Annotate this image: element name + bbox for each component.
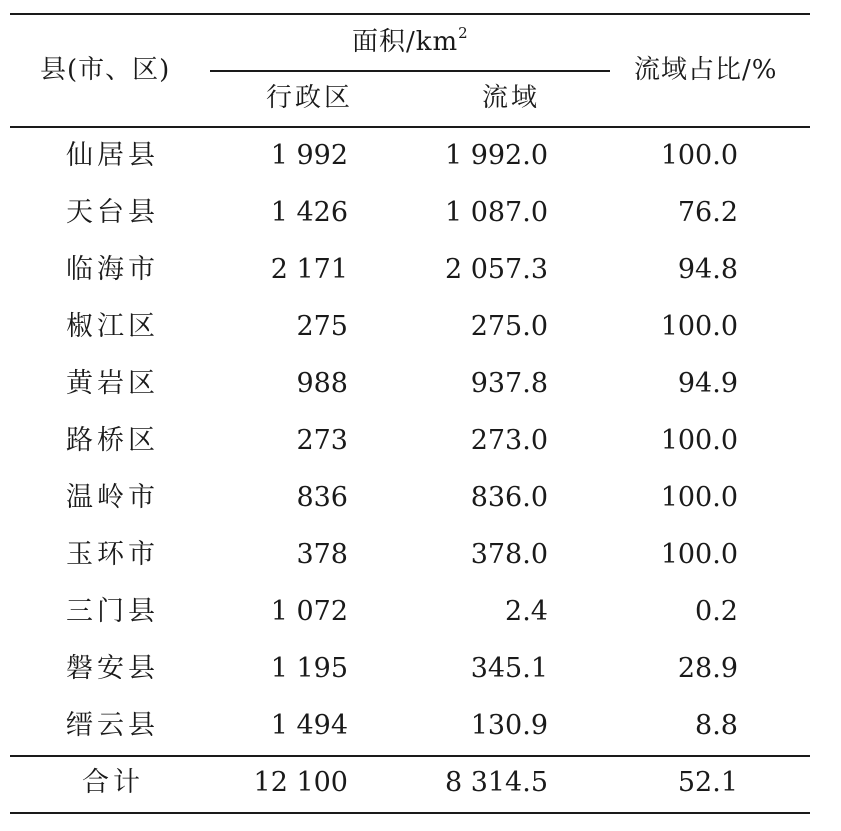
- header-county: 县(市、区): [40, 55, 171, 85]
- table-cell-basin: 937.8: [470, 368, 548, 399]
- bottom-rule: [10, 812, 810, 814]
- header-basin: 流域: [482, 83, 541, 113]
- header-area-group: [352, 26, 469, 58]
- table-cell-share: 94.9: [677, 368, 738, 399]
- total-rule: [10, 755, 810, 757]
- table-cell-county: 椒江区: [66, 311, 159, 342]
- table-cell-basin: 378.0: [470, 539, 548, 570]
- table-cell-admin: 1 426: [270, 197, 348, 228]
- table-cell-county: 黄岩区: [66, 368, 159, 399]
- table-cell-basin: 2 057.3: [444, 254, 548, 285]
- table-cell-county: 玉环市: [66, 539, 159, 570]
- table-cell-county: 仙居县: [66, 140, 159, 171]
- area-group-rule: [210, 70, 610, 72]
- table-cell-basin: 1 087.0: [444, 197, 548, 228]
- table-cell-county: 温岭市: [66, 482, 159, 513]
- total-admin: 12 100: [253, 767, 348, 798]
- table-cell-share: 28.9: [677, 653, 738, 684]
- table-cell-basin: 345.1: [470, 653, 548, 684]
- total-label: 合计: [82, 767, 144, 798]
- header-rule: [10, 126, 810, 128]
- table-cell-admin: 1 195: [270, 653, 348, 684]
- header-admin: 行政区: [266, 83, 354, 113]
- table-cell-county: 磐安县: [66, 653, 159, 684]
- table-cell-admin: 836: [296, 482, 348, 513]
- table-cell-share: 100.0: [660, 140, 738, 171]
- table-cell-share: 100.0: [660, 539, 738, 570]
- header-area-label: 面积/km: [352, 27, 459, 57]
- header-share: 流域占比/%: [634, 55, 778, 85]
- table-cell-county: 三门县: [66, 596, 159, 627]
- table-cell-admin: 275: [296, 311, 348, 342]
- total-basin: 8 314.5: [444, 767, 548, 798]
- table-cell-admin: 1 072: [270, 596, 348, 627]
- table-cell-share: 94.8: [677, 254, 738, 285]
- table-cell-share: 0.2: [695, 596, 738, 627]
- table-cell-share: 100.0: [660, 311, 738, 342]
- table-cell-county: 路桥区: [66, 425, 159, 456]
- table-cell-basin: 2.4: [505, 596, 548, 627]
- table-cell-share: 100.0: [660, 425, 738, 456]
- table-cell-county: 缙云县: [66, 710, 159, 741]
- table-cell-basin: 130.9: [470, 710, 548, 741]
- total-share: 52.1: [677, 767, 738, 798]
- table-cell-admin: 1 992: [270, 140, 348, 171]
- table-cell-admin: 378: [296, 539, 348, 570]
- table-cell-county: 天台县: [66, 197, 159, 228]
- table-cell-share: 76.2: [677, 197, 738, 228]
- table-cell-admin: 988: [296, 368, 348, 399]
- table-cell-share: 100.0: [660, 482, 738, 513]
- table-cell-admin: 2 171: [270, 254, 348, 285]
- top-rule: [10, 13, 810, 15]
- table-cell-basin: 836.0: [470, 482, 548, 513]
- table-cell-county: 临海市: [66, 254, 159, 285]
- table-cell-share: 8.8: [695, 710, 738, 741]
- table-cell-basin: 273.0: [470, 425, 548, 456]
- header-area-superscript: 2: [458, 24, 469, 42]
- table-cell-admin: 273: [296, 425, 348, 456]
- table-cell-basin: 275.0: [470, 311, 548, 342]
- table-cell-basin: 1 992.0: [444, 140, 548, 171]
- table-cell-admin: 1 494: [270, 710, 348, 741]
